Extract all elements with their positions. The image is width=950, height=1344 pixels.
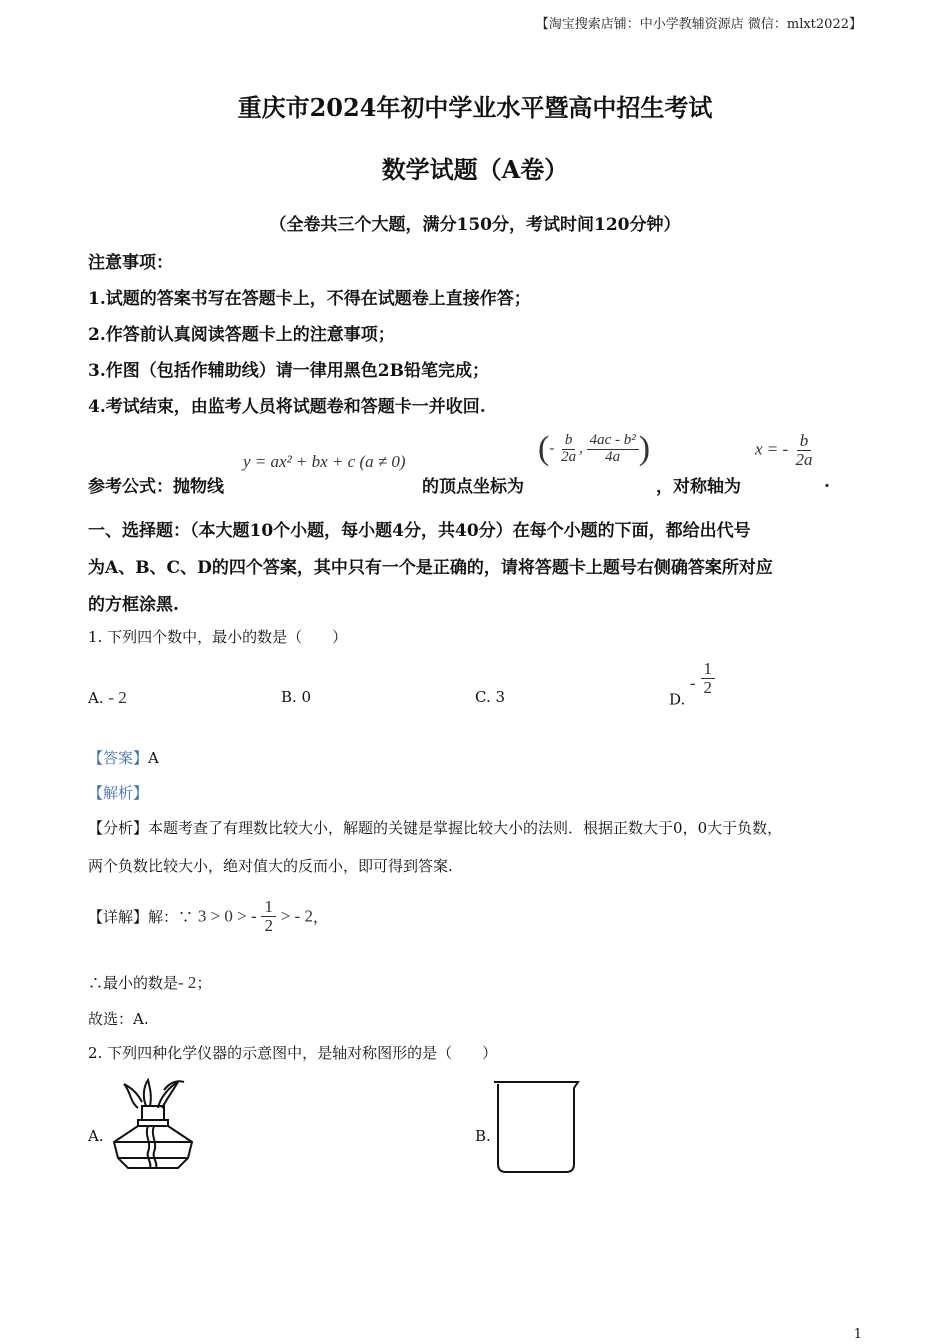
exam-title: 重庆市2024年初中学业水平暨高中招生考试 (237, 93, 713, 122)
therefore-line: ∴最小的数是- 2； (88, 973, 212, 992)
alcohol-lamp-icon (108, 1076, 196, 1174)
note-item: 2.作答前认真阅读答题卡上的注意事项； (88, 325, 395, 345)
choose-line: 故选：A. (88, 1010, 149, 1028)
option-d: D. - $\frac{1}{2}$ (669, 660, 715, 708)
option-b: B. 0 (281, 688, 312, 706)
exam-info: （全卷共三个大题，满分150分，考试时间120分钟） (269, 215, 681, 235)
vertex-label: 的顶点坐标为 (422, 477, 524, 497)
parabola-formula: y = ax² + bx + c (a ≠ 0) (243, 452, 406, 471)
section-heading-line: 一、选择题：（本大题10个小题，每小题4分，共40分）在每个小题的下面，都给出代号 (88, 521, 751, 541)
question-stem: 1. 下列四个数中，最小的数是（ ） (88, 628, 348, 646)
section-heading-line: 为A、B、C、D的四个答案，其中只有一个是正确的，请将答题卡上题号右侧确答案所对应 (88, 558, 773, 578)
detail-line: 【详解】解：∵ 3 > 0 > - $\frac{1}{2}$ > - 2， (88, 897, 328, 935)
option-b-label: B. (475, 1127, 491, 1145)
formula-end: . (824, 472, 830, 492)
note-item: 3.作图（包括作辅助线）请一律用黑色2B铅笔完成； (88, 361, 489, 381)
section-heading-line: 的方框涂黑. (88, 595, 179, 615)
option-c: C. 3 (475, 688, 506, 706)
analysis-tag: 【解析】 (88, 784, 149, 802)
shop-note: 【淘宝搜索店铺：中小学教辅资源店 微信：mlxt2022】 (535, 17, 862, 32)
exam-subtitle: 数学试题（A卷） (381, 155, 569, 184)
note-item: 1.试题的答案书写在答题卡上，不得在试题卷上直接作答； (88, 289, 531, 309)
question-stem: 2. 下列四种化学仪器的示意图中，是轴对称图形的是（ ） (88, 1044, 498, 1062)
notes-heading: 注意事项： (88, 253, 173, 273)
fenxi-line: 两个负数比较大小，绝对值大的反而小，即可得到答案. (88, 857, 453, 875)
vertex-formula: (- $\frac{b}{2a}$ , $\frac{\text{4ac - b²}}{4a}$ ) (538, 430, 651, 467)
option-a-label: A. (88, 1127, 104, 1145)
axis-formula: x = - $\frac{b}{2a}$ (755, 431, 813, 469)
option-a: A. - 2 (88, 688, 127, 707)
axis-label: ，对称轴为 (656, 477, 741, 497)
page-number: 1 (853, 1327, 862, 1342)
fenxi-line: 【分析】本题考查了有理数比较大小，解题的关键是掌握比较大小的法则．根据正数大于0，0大于负数， (88, 819, 783, 837)
note-item: 4.考试结束，由监考人员将试题卷和答题卡一并收回. (88, 397, 486, 417)
beaker-icon (492, 1078, 584, 1178)
answer: 【答案】A (88, 749, 159, 767)
formula-label: 参考公式：抛物线 (88, 477, 224, 497)
